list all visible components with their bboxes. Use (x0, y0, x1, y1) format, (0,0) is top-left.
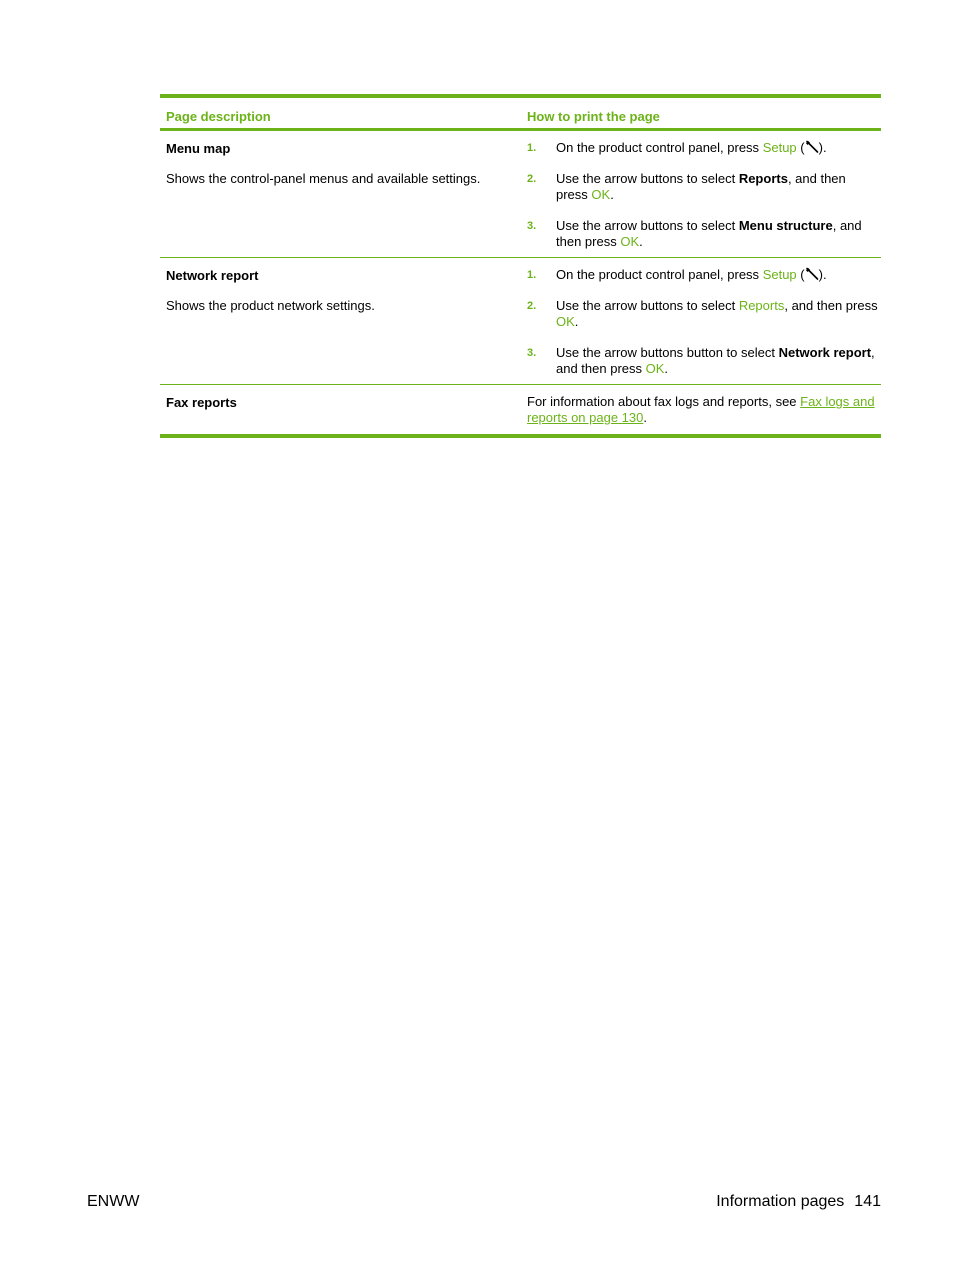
step-text: . (664, 361, 669, 376)
table-row-menu-map (160, 131, 881, 258)
step-number: 3. (527, 347, 537, 359)
reports-table (160, 94, 881, 438)
page-title-network-report: Network report (166, 268, 259, 283)
reports-key-label: Reports (738, 298, 785, 313)
step-text: Use the arrow buttons to select (556, 171, 739, 186)
header-page-description: Page description (166, 109, 271, 124)
step-text: ( (796, 267, 805, 282)
step-text: ( (796, 140, 805, 155)
step-text: Use the arrow buttons to select (556, 298, 739, 313)
table-row-fax-reports (160, 385, 881, 434)
ok-key-label: OK (591, 187, 611, 202)
fax-text-end: . (643, 410, 647, 425)
step-bold-text: Reports (738, 171, 788, 186)
header-how-to-print: How to print the page (527, 109, 660, 124)
step-text: , and then press (556, 345, 875, 376)
step-text: . (639, 234, 643, 249)
setup-key-label: Setup (762, 140, 797, 155)
table-header (160, 98, 881, 131)
step-number: 1. (527, 142, 537, 154)
step-text: On the product control panel, press (556, 267, 763, 282)
step-1 (527, 140, 881, 156)
step-text: . (610, 187, 614, 202)
step-text: , and then press (556, 218, 862, 249)
wrench-icon (805, 140, 819, 154)
step-text: , and then press (556, 171, 846, 202)
ok-key-label: OK (645, 361, 665, 376)
table-bottom-rule (160, 434, 881, 438)
step-number: 3. (527, 220, 537, 232)
wrench-icon (805, 267, 819, 281)
footer-right (716, 1193, 881, 1211)
step-2 (527, 171, 881, 203)
step-bold-text: Menu structure (738, 218, 833, 233)
step-text: Use the arrow buttons button to select (556, 345, 779, 360)
fax-text: For information about fax logs and reports, see (527, 394, 801, 409)
step-text: . (574, 314, 579, 329)
step-bold-text: Network report (778, 345, 872, 360)
step-number: 2. (527, 300, 537, 312)
table-row-network-report (160, 258, 881, 385)
fax-reports-text (527, 394, 875, 426)
step-text: ). (818, 140, 827, 155)
footer-section: Information pages (716, 1193, 845, 1210)
setup-key-label: Setup (762, 267, 797, 282)
step-3 (527, 218, 881, 257)
ok-key-label: OK (556, 314, 575, 329)
step-text: Use the arrow buttons to select (556, 218, 739, 233)
fax-logs-link[interactable]: Fax logs and reports on page 130 (527, 394, 875, 425)
page-description-menu-map: Shows the control-panel menus and available settings. (166, 171, 481, 186)
step-text: , and then press (784, 298, 878, 313)
step-text: On the product control panel, press (556, 140, 763, 155)
step-2 (527, 298, 881, 330)
page-description-network-report: Shows the product network settings. (166, 298, 375, 313)
page-number: 141 (854, 1193, 881, 1210)
ok-key-label: OK (620, 234, 640, 249)
footer-left: ENWW (87, 1193, 140, 1210)
step-text: ). (818, 267, 827, 282)
page-title-menu-map: Menu map (166, 141, 231, 156)
step-1 (527, 267, 881, 283)
step-number: 1. (527, 269, 537, 281)
page-title-fax-reports: Fax reports (166, 395, 237, 410)
step-3 (527, 345, 881, 384)
step-number: 2. (527, 173, 537, 185)
